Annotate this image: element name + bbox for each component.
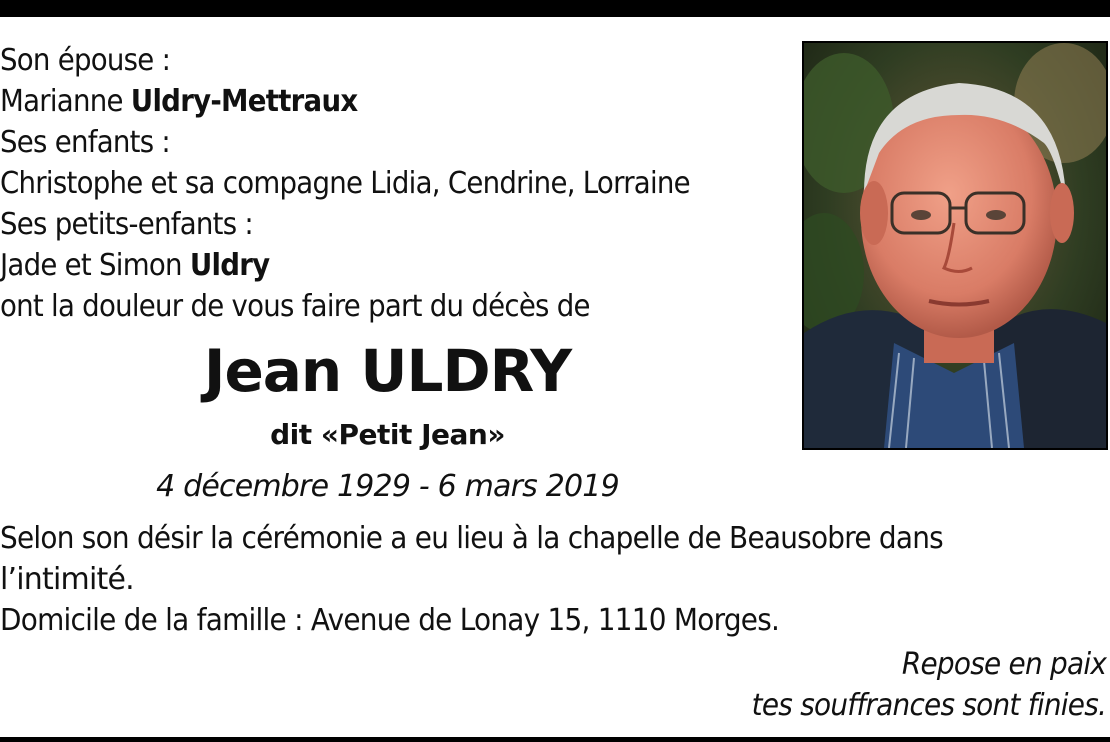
grandchildren-surname: Uldry xyxy=(189,248,270,283)
closing-line-1: Repose en paix xyxy=(901,647,1106,682)
family-address: Domicile de la famille : Avenue de Lonay 15, 1110 Morges. xyxy=(0,603,780,638)
children-names: Christophe et sa compagne Lidia, Cendrine, Lorraine xyxy=(0,166,690,201)
family-announcement xyxy=(0,40,790,327)
spouse-heading: Son épouse : xyxy=(0,43,171,78)
ceremony-info xyxy=(0,518,1110,641)
ceremony-line-end: l’intimité. xyxy=(0,562,134,597)
bottom-rule xyxy=(0,737,1110,742)
children-heading: Ses enfants : xyxy=(0,125,170,160)
ceremony-line: Selon son désir la cérémonie a eu lieu à la chapelle de Beausobre dans xyxy=(0,521,943,556)
portrait-image xyxy=(804,43,1106,448)
spouse-name: Marianne Uldry-Mettraux xyxy=(0,84,358,119)
grandchildren-heading: Ses petits-enfants : xyxy=(0,207,253,242)
grandchildren-names: Jade et Simon Uldry xyxy=(0,248,270,283)
closing-line-2: tes souffrances sont finies. xyxy=(751,688,1106,723)
deceased-name: Jean ULDRY xyxy=(203,337,572,405)
deceased-nickname: dit «Petit Jean» xyxy=(270,418,505,451)
portrait-photo xyxy=(802,41,1108,450)
top-rule xyxy=(0,0,1110,17)
spouse-surname: Uldry-Mettraux xyxy=(130,84,358,119)
announcement-text: ont la douleur de vous faire part du décès de xyxy=(0,289,590,324)
closing-verse xyxy=(725,644,1106,726)
life-dates: 4 décembre 1929 - 6 mars 2019 xyxy=(156,469,619,504)
